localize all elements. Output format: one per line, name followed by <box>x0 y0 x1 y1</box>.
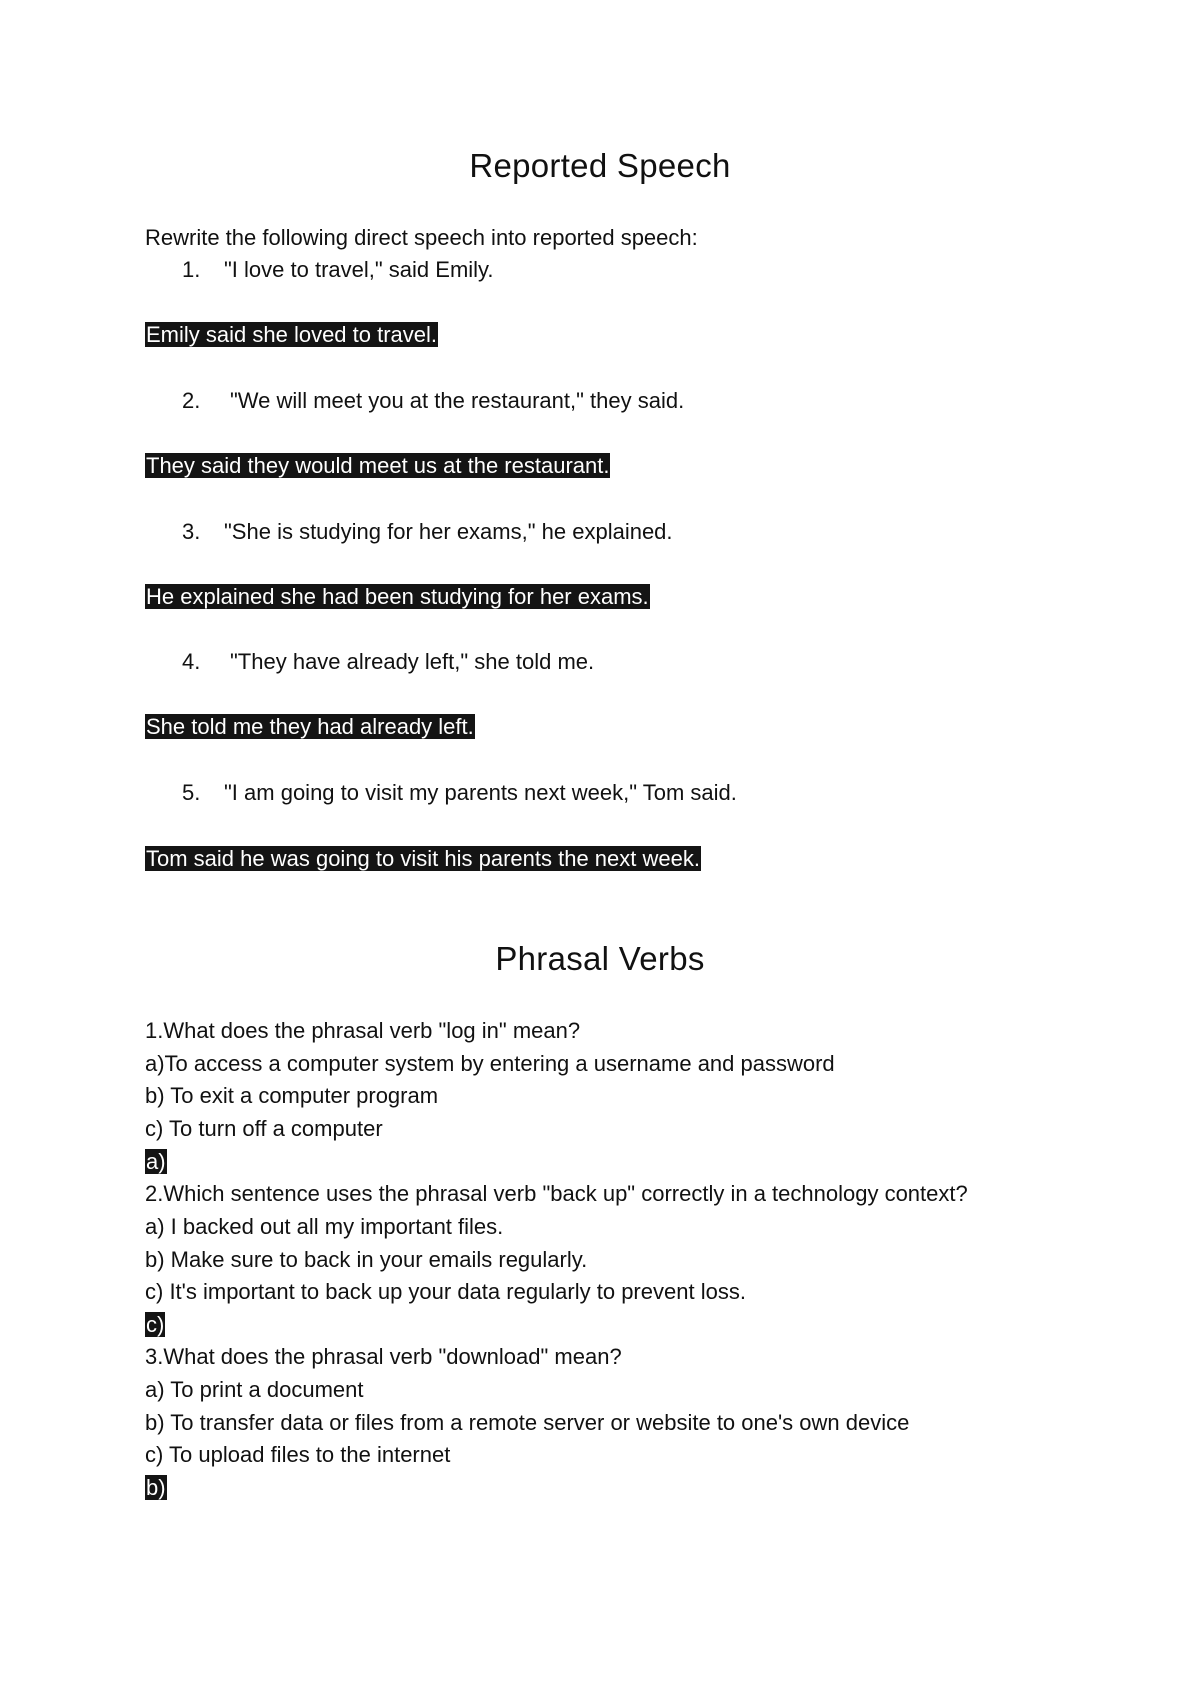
answer-highlight: Emily said she loved to travel. <box>146 322 438 347</box>
section-title-reported-speech: Reported Speech <box>469 147 731 184</box>
direct-speech-2: "We will meet you at the restaurant," they said. <box>230 388 685 413</box>
option-a: a) I backed out all my important files. <box>145 1214 504 1239</box>
direct-speech-3: "She is studying for her exams," he explained. <box>224 519 673 544</box>
direct-speech-1: "I love to travel," said Emily. <box>224 257 494 282</box>
answer-highlight: She told me they had already left. <box>146 714 474 739</box>
answer-1 <box>145 321 438 349</box>
item-number: 5. <box>182 780 201 805</box>
instruction-text: Rewrite the following direct speech into reported speech: <box>145 225 698 250</box>
direct-speech-4: "They have already left," she told me. <box>230 649 595 674</box>
question-3: 3.What does the phrasal verb "download" mean? <box>145 1344 622 1369</box>
answer-5 <box>145 845 701 873</box>
item-number: 4. <box>182 649 201 674</box>
option-b: b) To transfer data or files from a remote server or website to one's own device <box>145 1410 910 1435</box>
question-1: 1.What does the phrasal verb "log in" mean? <box>145 1018 581 1043</box>
option-b: b) To exit a computer program <box>145 1083 439 1108</box>
answer-highlight: b) <box>146 1475 166 1500</box>
answer-q1 <box>145 1148 167 1176</box>
question-2: 2.Which sentence uses the phrasal verb "back up" correctly in a technology context? <box>145 1181 968 1206</box>
answer-q2 <box>145 1311 165 1339</box>
answer-highlight: a) <box>146 1149 166 1174</box>
item-number: 1. <box>182 257 201 282</box>
answer-highlight: They said they would meet us at the restaurant. <box>146 453 610 478</box>
option-c: c) To turn off a computer <box>145 1116 383 1141</box>
section-title-phrasal-verbs: Phrasal Verbs <box>495 940 705 977</box>
option-a: a) To print a document <box>145 1377 364 1402</box>
answer-3 <box>145 583 650 611</box>
answer-2 <box>145 452 610 480</box>
option-c: c) It's important to back up your data regularly to prevent loss. <box>145 1279 746 1304</box>
item-number: 3. <box>182 519 201 544</box>
option-c: c) To upload files to the internet <box>145 1442 451 1467</box>
answer-highlight: He explained she had been studying for her exams. <box>146 584 649 609</box>
answer-q3 <box>145 1474 167 1502</box>
answer-highlight: Tom said he was going to visit his parents the next week. <box>146 846 700 871</box>
item-number: 2. <box>182 388 201 413</box>
answer-4 <box>145 713 475 741</box>
answer-highlight: c) <box>146 1312 165 1337</box>
option-b: b) Make sure to back in your emails regularly. <box>145 1247 588 1272</box>
direct-speech-5: "I am going to visit my parents next week," Tom said. <box>224 780 737 805</box>
option-a: a)To access a computer system by entering a username and password <box>145 1051 835 1076</box>
